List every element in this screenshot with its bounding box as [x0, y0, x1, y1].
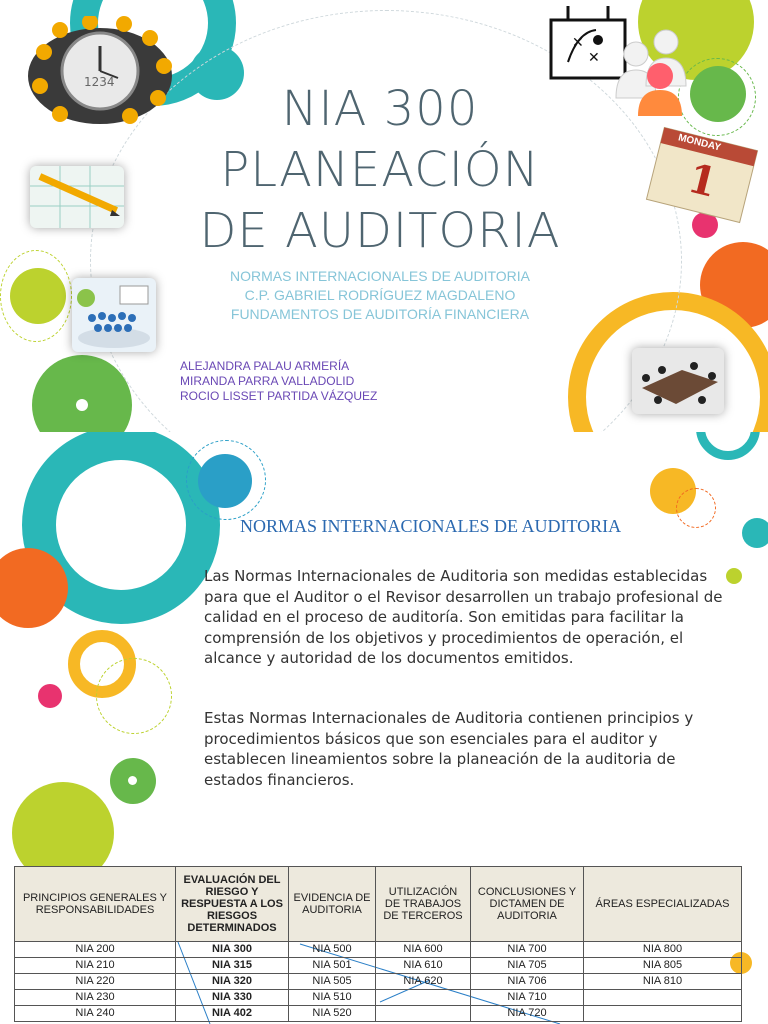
- table-cell: NIA 315: [176, 958, 289, 974]
- nia-table: [14, 866, 742, 1022]
- title-slide: [0, 0, 768, 432]
- table-cell: [584, 990, 742, 1006]
- white-dot-decoration: [76, 399, 88, 411]
- table-cell: NIA 220: [15, 974, 176, 990]
- table-cell: NIA 500: [289, 942, 376, 958]
- table-cell: NIA 705: [471, 958, 584, 974]
- table-row: [15, 1006, 742, 1022]
- table-cell: NIA 520: [289, 1006, 376, 1022]
- content-slide: [0, 432, 768, 1024]
- table-cell: NIA 610: [376, 958, 471, 974]
- table-header: EVALUACIÓN DEL RIESGO Y RESPUESTA A LOS RIESGOS DETERMINADOS: [176, 867, 289, 942]
- team-people-icon: [608, 28, 708, 116]
- table-cell: NIA 600: [376, 942, 471, 958]
- title-line-1: NIA 300: [281, 81, 479, 137]
- table-cell: NIA 501: [289, 958, 376, 974]
- subtitle-line-3: FUNDAMENTOS DE AUDITORÍA FINANCIERA: [230, 306, 530, 322]
- author-3: ROCIO LISSET PARTIDA VÁZQUEZ: [180, 389, 378, 403]
- section-heading: NORMAS INTERNACIONALES DE AUDITORIA: [240, 516, 622, 536]
- svg-text:✕: ✕: [588, 50, 600, 66]
- paragraph-1: Las Normas Internacionales de Auditoria son medidas establecidas para que el Auditor o el Revisor desarrollen un trabajo profesional de calidad en el proceso de auditoría. Son emitidas para facilitar la comprensión de los objetivos y procedimientos de operación, el alcance y autoridad de los documentos emitidos.: [204, 567, 723, 667]
- table-row: [15, 958, 742, 974]
- table-cell: NIA 706: [471, 974, 584, 990]
- table-cell: NIA 240: [15, 1006, 176, 1022]
- table-header-row: [15, 867, 742, 942]
- svg-text:1: 1: [683, 154, 722, 207]
- table-header: ÁREAS ESPECIALIZADAS: [584, 867, 742, 942]
- meeting-room-image: [632, 348, 724, 414]
- table-cell: NIA 300: [176, 942, 289, 958]
- table-row: [15, 990, 742, 1006]
- table-cell: NIA 620: [376, 974, 471, 990]
- table-cell: NIA 510: [289, 990, 376, 1006]
- paragraph-2: Estas Normas Internacionales de Auditoria contienen principios y procedimientos básicos que son esenciales para el auditor y establecen lineamientos sobre la planeación de la auditoria de estados financieros.: [204, 709, 694, 789]
- table-cell: NIA 330: [176, 990, 289, 1006]
- table-cell: NIA 720: [471, 1006, 584, 1022]
- author-2: MIRANDA PARRA VALLADOLID: [180, 374, 355, 388]
- svg-text:✕: ✕: [572, 35, 584, 51]
- table-header: UTILIZACIÓN DE TRABAJOS DE TERCEROS: [376, 867, 471, 942]
- table-cell: NIA 230: [15, 990, 176, 1006]
- table-header: EVIDENCIA DE AUDITORIA: [289, 867, 376, 942]
- table-cell: [584, 1006, 742, 1022]
- table-cell: NIA 800: [584, 942, 742, 958]
- table-row: [15, 974, 742, 990]
- table-cell: NIA 320: [176, 974, 289, 990]
- table-cell: NIA 805: [584, 958, 742, 974]
- table-cell: NIA 810: [584, 974, 742, 990]
- business-team-image: [72, 278, 156, 352]
- svg-text:1234: 1234: [84, 75, 115, 89]
- author-1: ALEJANDRA PALAU ARMERÍA: [180, 359, 350, 373]
- subtitle-line-1: NORMAS INTERNACIONALES DE AUDITORIA: [229, 268, 530, 284]
- table-header: CONCLUSIONES Y DICTAMEN DE AUDITORIA: [471, 867, 584, 942]
- title-line-3: DE AUDITORIA: [199, 203, 561, 259]
- subtitle-line-2: C.P. GABRIEL RODRÍGUEZ MAGDALENO: [244, 287, 516, 303]
- title-line-2: PLANEACIÓN: [220, 142, 540, 198]
- lime-dot-decoration: [10, 268, 66, 324]
- table-cell: NIA 402: [176, 1006, 289, 1022]
- table-cell: NIA 505: [289, 974, 376, 990]
- table-header: PRINCIPIOS GENERALES Y RESPONSABILIDADES: [15, 867, 176, 942]
- table-cell: NIA 200: [15, 942, 176, 958]
- pencil-chart-image: [30, 166, 124, 228]
- table-cell: [376, 990, 471, 1006]
- calendar-day-label: MONDAY: [676, 132, 722, 154]
- table-row: [15, 942, 742, 958]
- table-cell: NIA 710: [471, 990, 584, 1006]
- table-cell: [376, 1006, 471, 1022]
- table-cell: NIA 700: [471, 942, 584, 958]
- table-cell: NIA 210: [15, 958, 176, 974]
